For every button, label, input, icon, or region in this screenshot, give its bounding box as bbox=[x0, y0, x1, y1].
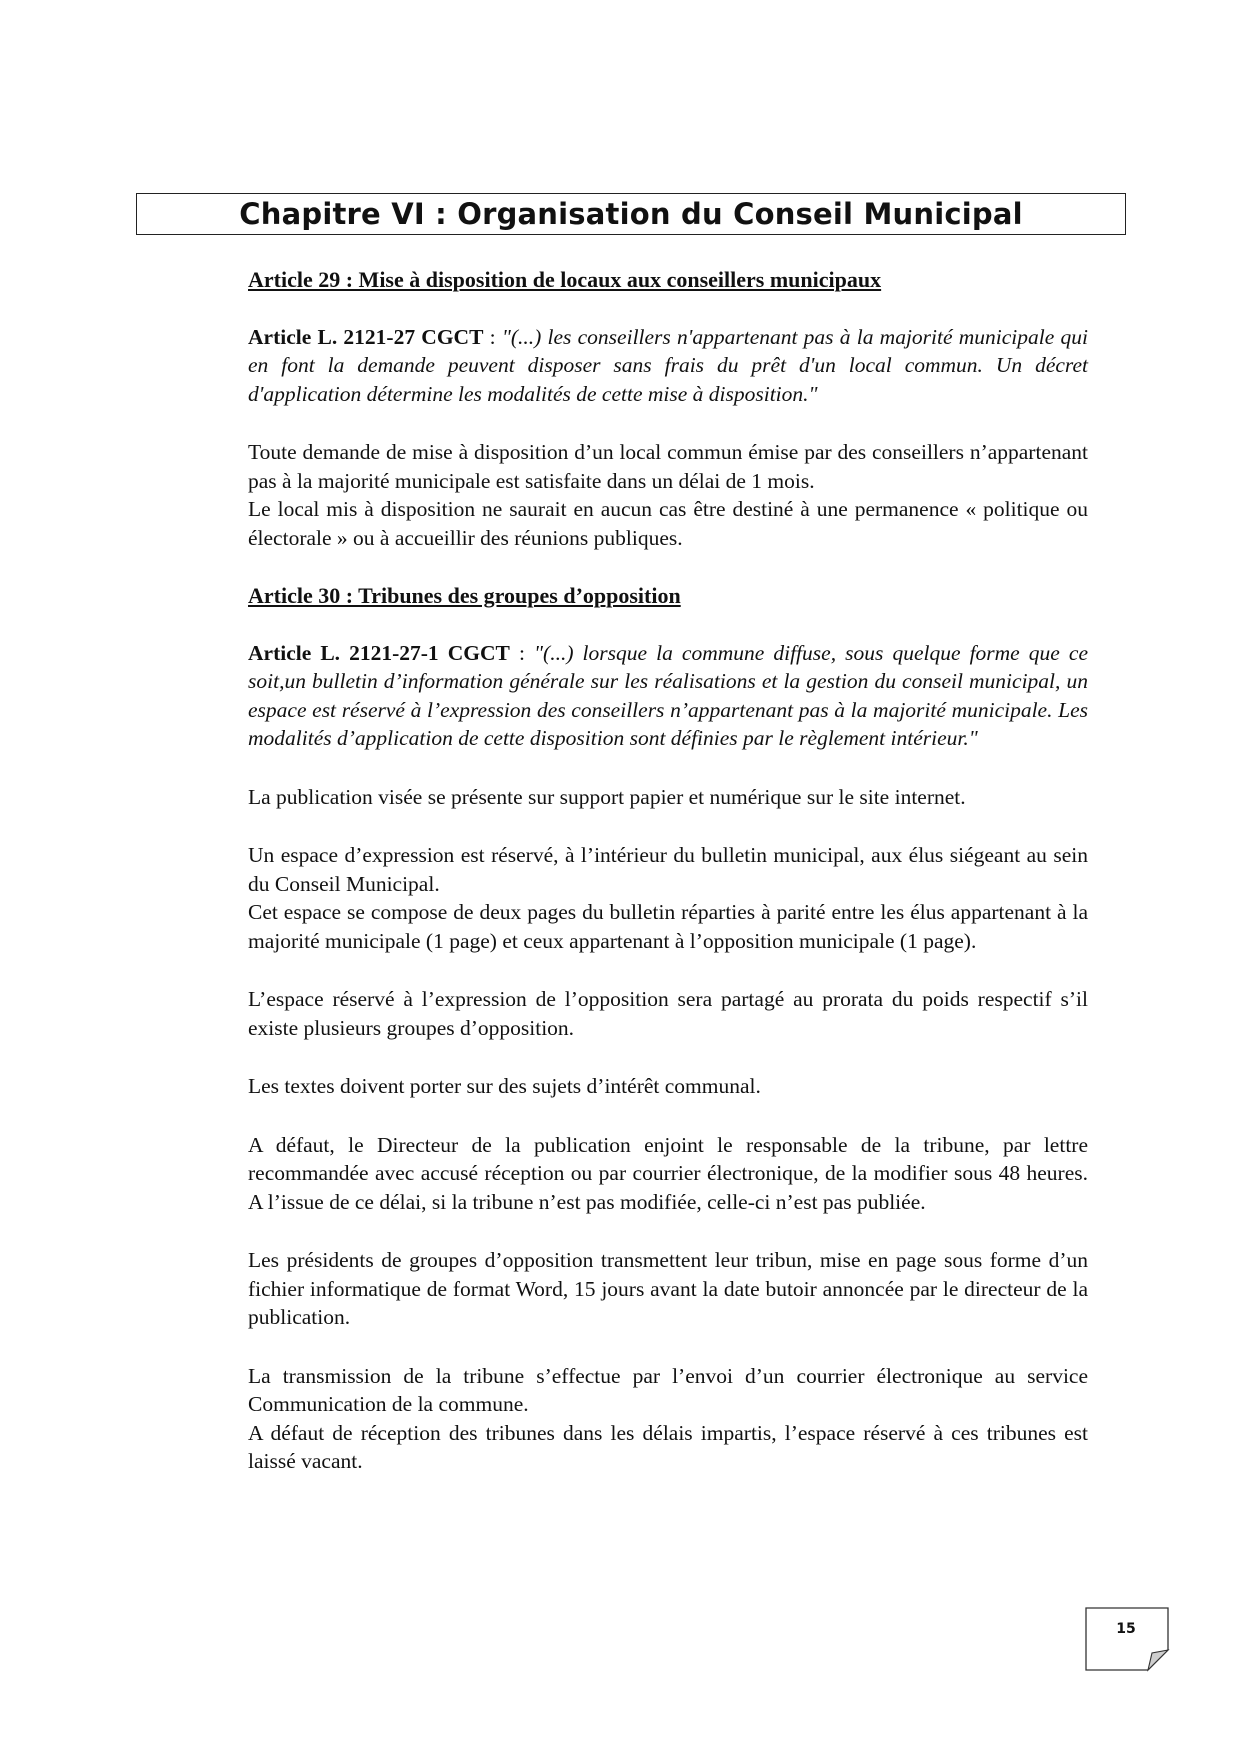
article-29-law-citation bbox=[248, 323, 1088, 409]
article-29-heading: Article 29 : Mise à disposition de locaux aux conseillers municipaux bbox=[248, 267, 882, 292]
chapter-title: Chapitre VI : Organisation du Conseil Municipal bbox=[239, 197, 1023, 231]
article-30-paragraph-expression-space: Un espace d’expression est réservé, à l’intérieur du bulletin municipal, aux élus siégeant au sein du Conseil Municipal. bbox=[248, 843, 1088, 896]
page-number: 15 bbox=[1116, 1621, 1136, 1637]
document-body bbox=[248, 266, 1088, 1476]
article-30-paragraph-topics: Les textes doivent porter sur des sujets d’intérêt communal. bbox=[248, 1074, 761, 1098]
article-29-law-quote: "(...) les conseillers n'appartenant pas à la majorité municipale qui en font la demande peuvent disposer sans frais du prêt d'un local commun. Un décret d'application détermine les modalités de cette mise à disposition." bbox=[248, 324, 1088, 406]
article-30-paragraph-transmission-email: La transmission de la tribune s’effectue par l’envoi d’un courrier électronique au service Communication de la commune. bbox=[248, 1363, 1088, 1416]
article-30-law-quote: "(...) lorsque la commune diffuse, sous quelque forme que ce soit,un bulletin d’information générale sur les réalisations et la gestion du conseil municipal, un espace est réservé à l’expression des conseillers n’appartenant pas à la majorité municipale. Les modalités d’application de cette disposition sont définies par le règlement intérieur." bbox=[248, 640, 1088, 750]
article-30-paragraph-opposition-share: L’espace réservé à l’expression de l’opposition sera partagé au prorata du poids respectif s’il existe plusieurs groupes d’opposition. bbox=[248, 987, 1088, 1040]
article-29-law-ref: Article L. 2121-27 CGCT bbox=[248, 324, 484, 349]
article-30-paragraph-publication: La publication visée se présente sur support papier et numérique sur le site internet. bbox=[248, 784, 966, 809]
article-30-law-separator: : bbox=[509, 640, 534, 665]
article-29-paragraph-2: Le local mis à disposition ne saurait en aucun cas être destiné à une permanence « politique ou électorale » ou à accueillir des réunions publiques. bbox=[248, 497, 1088, 550]
article-29-law-separator: : bbox=[483, 324, 502, 349]
page-number-badge bbox=[1085, 1607, 1173, 1673]
article-29-paragraph-1: Toute demande de mise à disposition d’un local commun émise par des conseillers n’appartenant pas à la majorité municipale est satisfaite dans un délai de 1 mois. bbox=[248, 440, 1088, 493]
folded-corner-icon bbox=[1085, 1607, 1173, 1673]
article-30-paragraph-transmission-deadline: Les présidents de groupes d’opposition transmettent leur tribun, mise en page sous forme d’un fichier informatique de format Word, 15 jours avant la date butoir annoncée par le directeur de la publication. bbox=[248, 1248, 1088, 1329]
article-30-law-ref: Article L. 2121-27-1 CGCT bbox=[248, 640, 510, 665]
chapter-title-box bbox=[136, 193, 1126, 235]
article-30-paragraph-pages: Cet espace se compose de deux pages du bulletin réparties à parité entre les élus appartenant à la majorité municipale (1 page) et ceux appartenant à l’opposition municipale (1 page). bbox=[248, 900, 1088, 953]
article-30-paragraph-director: A défaut, le Directeur de la publication enjoint le responsable de la tribune, par lettre recommandée avec accusé réception ou par courrier électronique, de la modifier sous 48 heures. A l’issue de ce délai, si la tribune n’est pas modifiée, celle-ci n’est pas publiée. bbox=[248, 1132, 1088, 1214]
article-30-paragraph-vacant: A défaut de réception des tribunes dans les délais impartis, l’espace réservé à ces tribunes est laissé vacant. bbox=[248, 1420, 1088, 1473]
article-30-heading: Article 30 : Tribunes des groupes d’opposition bbox=[248, 583, 681, 608]
article-30-law-citation bbox=[248, 639, 1088, 753]
